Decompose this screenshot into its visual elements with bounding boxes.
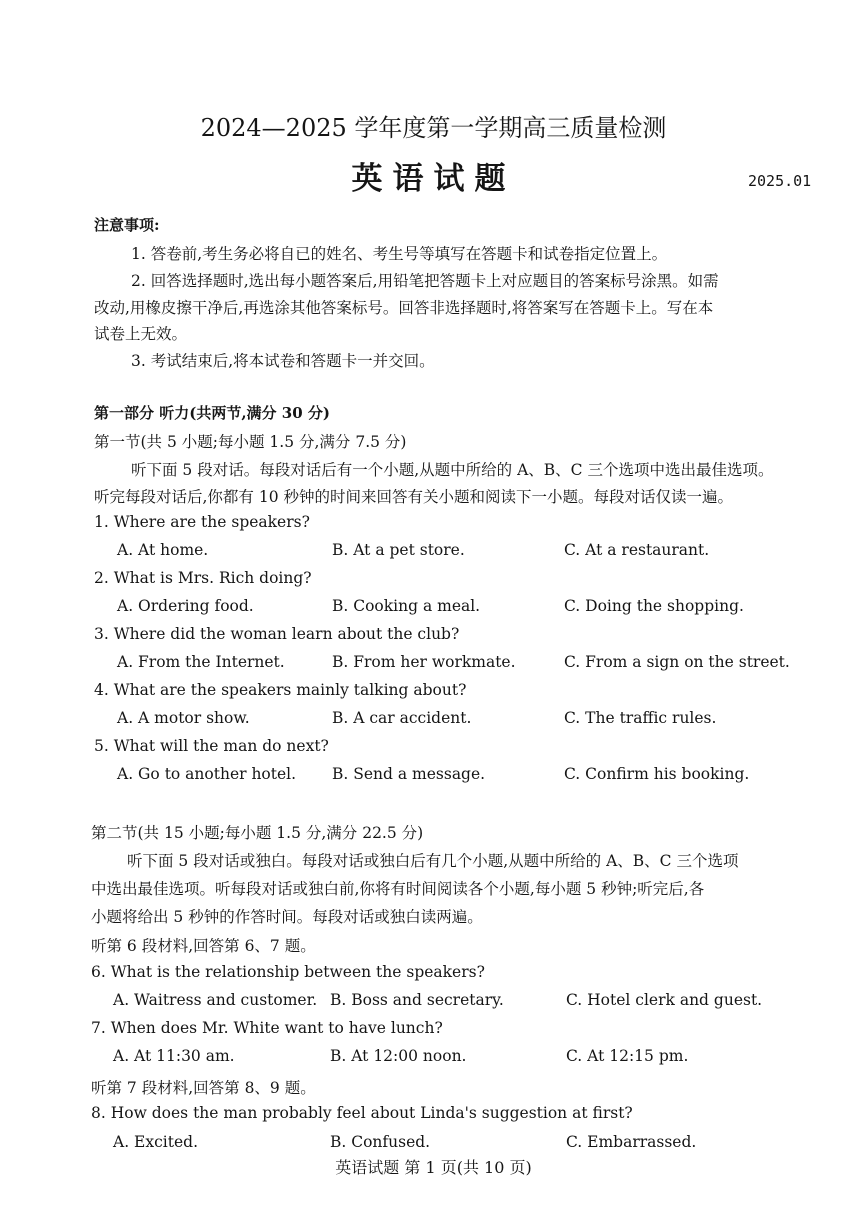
- material-label: 听第 7 段材料,回答第 8、9 题。: [91, 1079, 316, 1097]
- option-b: B. From her workmate.: [332, 653, 516, 671]
- notice-item: 改动,用橡皮擦干净后,再选涂其他答案标号。回答非选择题时,将答案写在答题卡上。写在本: [94, 299, 714, 317]
- option-c: C. At a restaurant.: [564, 541, 710, 559]
- notice-heading: 注意事项:: [94, 216, 160, 234]
- question-stem: 3. Where did the woman learn about the club?: [94, 625, 460, 643]
- option-b: B. At 12:00 noon.: [330, 1047, 467, 1065]
- page-footer: 英语试题 第 1 页(共 10 页): [335, 1158, 532, 1177]
- option-a: A. Excited.: [113, 1133, 198, 1151]
- question-stem: 1. Where are the speakers?: [94, 513, 310, 531]
- section2-instruction: 小题将给出 5 秒钟的作答时间。每段对话或独白读两遍。: [91, 908, 483, 926]
- option-b: B. Cooking a meal.: [332, 597, 481, 615]
- option-c: C. From a sign on the street.: [564, 653, 790, 671]
- option-c: C. The traffic rules.: [564, 709, 717, 727]
- notice-item: 1. 答卷前,考生务必将自已的姓名、考生号等填写在答题卡和试卷指定位置上。: [131, 245, 668, 263]
- material-label: 听第 6 段材料,回答第 6、7 题。: [91, 937, 316, 955]
- question-stem: 6. What is the relationship between the speakers?: [91, 963, 485, 981]
- option-a: A. A motor show.: [117, 709, 250, 727]
- option-c: C. Embarrassed.: [566, 1133, 697, 1151]
- section2-instruction: 中选出最佳选项。听每段对话或独白前,你将有时间阅读各个小题,每小题 5 秒钟;听完后,各: [91, 880, 705, 898]
- exam-title: 2024—2025 学年度第一学期高三质量检测: [200, 114, 667, 142]
- notice-item: 试卷上无效。: [94, 325, 188, 343]
- question-stem: 2. What is Mrs. Rich doing?: [94, 569, 312, 587]
- option-a: A. Waitress and customer.: [113, 991, 318, 1009]
- option-c: C. Doing the shopping.: [564, 597, 744, 615]
- section1-heading: 第一节(共 5 小题;每小题 1.5 分,满分 7.5 分): [94, 433, 407, 451]
- option-a: A. Go to another hotel.: [117, 765, 297, 783]
- option-b: B. At a pet store.: [332, 541, 465, 559]
- question-stem: 5. What will the man do next?: [94, 737, 329, 755]
- question-stem: 8. How does the man probably feel about Linda's suggestion at first?: [91, 1104, 633, 1122]
- section1-instruction: 听完每段对话后,你都有 10 秒钟的时间来回答有关小题和阅读下一小题。每段对话仅读一遍。: [94, 488, 734, 506]
- option-b: B. Send a message.: [332, 765, 486, 783]
- section2-heading: 第二节(共 15 小题;每小题 1.5 分,满分 22.5 分): [91, 824, 424, 842]
- subject-title: 英语试题: [351, 161, 516, 197]
- notice-item: 2. 回答选择题时,选出每小题答案后,用铅笔把答题卡上对应题目的答案标号涂黑。如需: [131, 272, 719, 290]
- question-stem: 4. What are the speakers mainly talking about?: [94, 681, 467, 699]
- option-b: B. A car accident.: [332, 709, 472, 727]
- section1-instruction: 听下面 5 段对话。每段对话后有一个小题,从题中所给的 A、B、C 三个选项中选出最佳选项。: [131, 461, 774, 479]
- exam-date: 2025.01: [748, 172, 812, 190]
- section2-instruction: 听下面 5 段对话或独白。每段对话或独白后有几个小题,从题中所给的 A、B、C 三个选项: [127, 852, 739, 870]
- notice-item: 3. 考试结束后,将本试卷和答题卡一并交回。: [131, 352, 435, 370]
- question-stem: 7. When does Mr. White want to have lunch?: [91, 1019, 443, 1037]
- option-b: B. Boss and secretary.: [330, 991, 504, 1009]
- option-b: B. Confused.: [330, 1133, 431, 1151]
- option-a: A. At 11:30 am.: [113, 1047, 235, 1065]
- option-a: A. At home.: [117, 541, 209, 559]
- option-c: C. Hotel clerk and guest.: [566, 991, 763, 1009]
- option-c: C. At 12:15 pm.: [566, 1047, 689, 1065]
- option-a: A. From the Internet.: [117, 653, 285, 671]
- part1-heading: 第一部分 听力(共两节,满分 30 分): [94, 404, 330, 422]
- option-c: C. Confirm his booking.: [564, 765, 750, 783]
- option-a: A. Ordering food.: [117, 597, 254, 615]
